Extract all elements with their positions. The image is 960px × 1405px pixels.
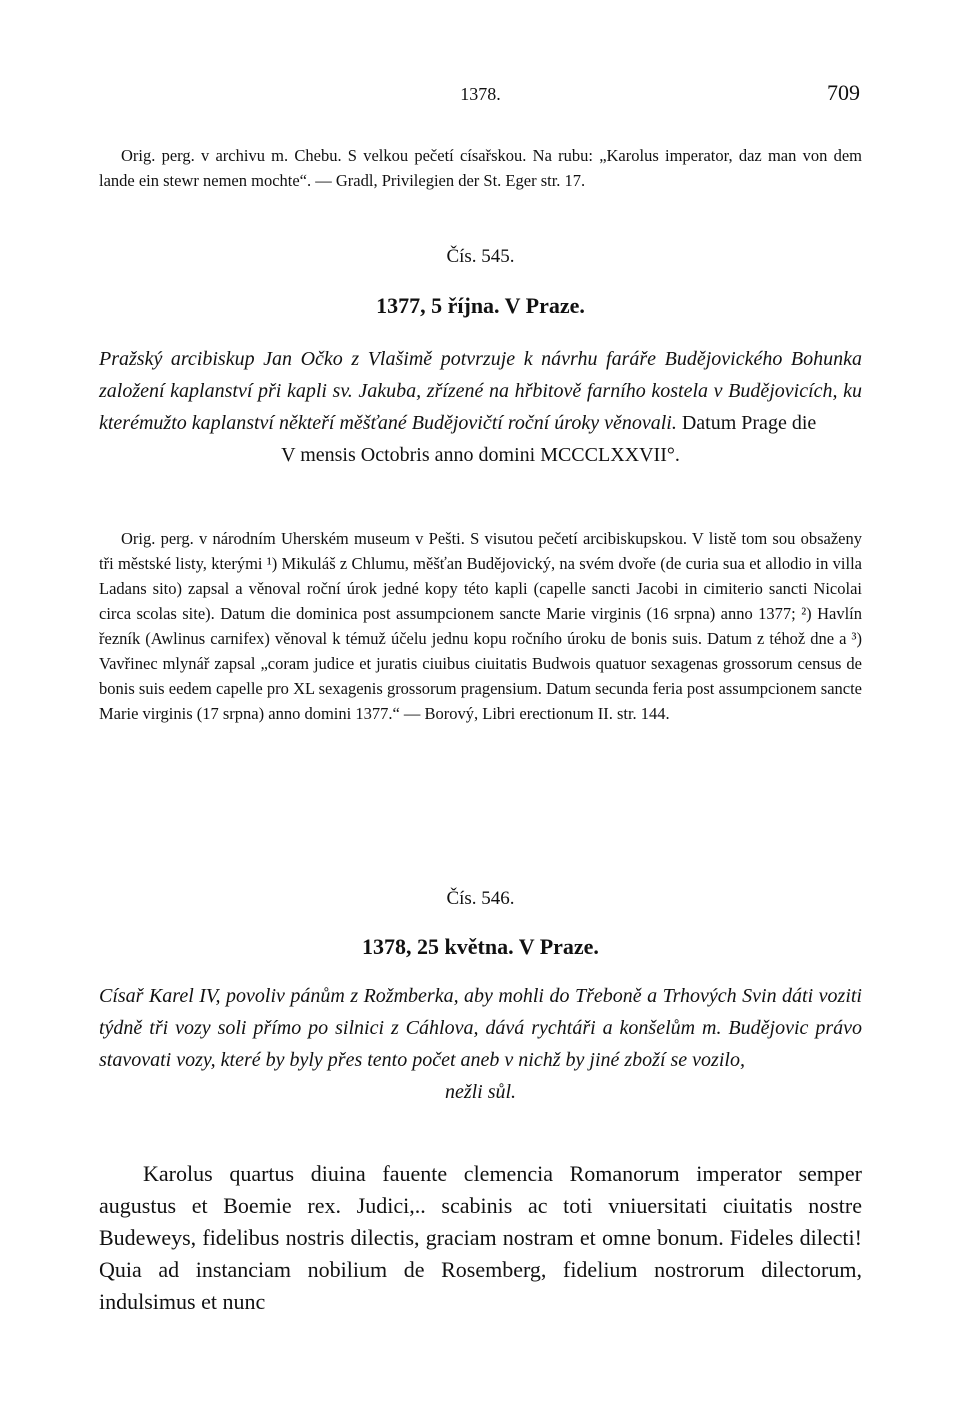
document-546-regest-block [99, 980, 862, 1108]
document-545-number: Čís. 545. [446, 246, 515, 267]
document-545-date: 1377, 5 října. V Praze. [376, 293, 585, 318]
document-545-regest-block [99, 343, 862, 471]
document-546-date: 1378, 25 května. V Praze. [362, 934, 599, 959]
document-545-datum-part2: V mensis Octobris anno domini MCCCLXXVII°. [281, 444, 680, 466]
page-header [99, 80, 862, 110]
header-year: 1378. [460, 84, 501, 104]
document-546-regest: Císař Karel IV, povoliv pánům z Rožmberka, aby mohli do Třeboně a Trhových Svin dáti voziti týdně tři vozy soli přímo po silnici z Cáhlova, dává rychtáři a konšelům m. Budějovic právo stavovati vozy, které by byly přes tento počet aneb v nichž by jiné zboží se vozilo, [99, 985, 862, 1071]
document-545-datum-part1: Datum Prage die [681, 412, 817, 434]
document-546-text: Karolus quartus diuina fauente clemencia Romanorum imperator semper augustus et Boemie rex. Judici,.. scabinis ac toti vniuersitati ciuitatis nostre Budeweys, fidelibus nostris dilectis, graciam nostram et omne bonum. Fideles dilecti! Quia ad instanciam nobilium de Rosemberg, fidelium nostrorum dilectorum, indulsimus et nunc [99, 1161, 862, 1314]
document-545-regest [99, 343, 862, 439]
previous-document-note: Orig. perg. v archivu m. Chebu. S velkou pečetí císařskou. Na rubu: „Karolus imperator, daz man von dem lande ein stewr nemen mochte“. — Gradl, Privilegien der St. Eger str. 17. [99, 146, 862, 190]
page-number: 709 [827, 80, 860, 105]
document-546-number: Čís. 546. [446, 888, 515, 909]
document-545-note: Orig. perg. v národním Uherském museum v Pešti. S visutou pečetí arcibiskupskou. V listě tom sou obsaženy tři městské listy, kterými ¹) Mikuláš z Chlumu, měšťan Budějovický, na svém dvoře (de curia sua et allodio in villa Ladans sito) zapsal a věnoval roční úrok jedné kopy této kapli (capelle sancti Jacobi in cimiterio sancti Nicolai circa scolas site). Datum die dominica post assumpcionem sancte Marie virginis (16 srpna) anno 1377; ²) Havlín řezník (Awlinus carnifex) věnoval k témuž účelu jednu kopu ročního úroku de bonis suis. Datum z téhož dne a ³) Vavřinec mlynář zapsal „coram judice et juratis ciuibus ciuitatis Budwois quatuor sexagenas grossorum census de bonis suis eedem capelle pro XL sexagenis grossorum pragensium. Datum secunda feria post assumpcionem sancte Marie virginis (17 srpna) anno domini 1377.“ — Borový, Libri erectionum II. str. 144. [99, 529, 862, 723]
document-546-regest-end: nežli sůl. [444, 1081, 517, 1103]
document-545-regest-text: Pražský arcibiskup Jan Očko z Vlašimě potvrzuje k návrhu faráře Budějovického Bohunka založení kaplanství při kapli sv. Jakuba, zřízené na hřbitově farního kostela v Budějovicích, ku kterémužto kaplanství někteří měšťané Budějovičtí roční úroky věnovali. [99, 348, 862, 434]
